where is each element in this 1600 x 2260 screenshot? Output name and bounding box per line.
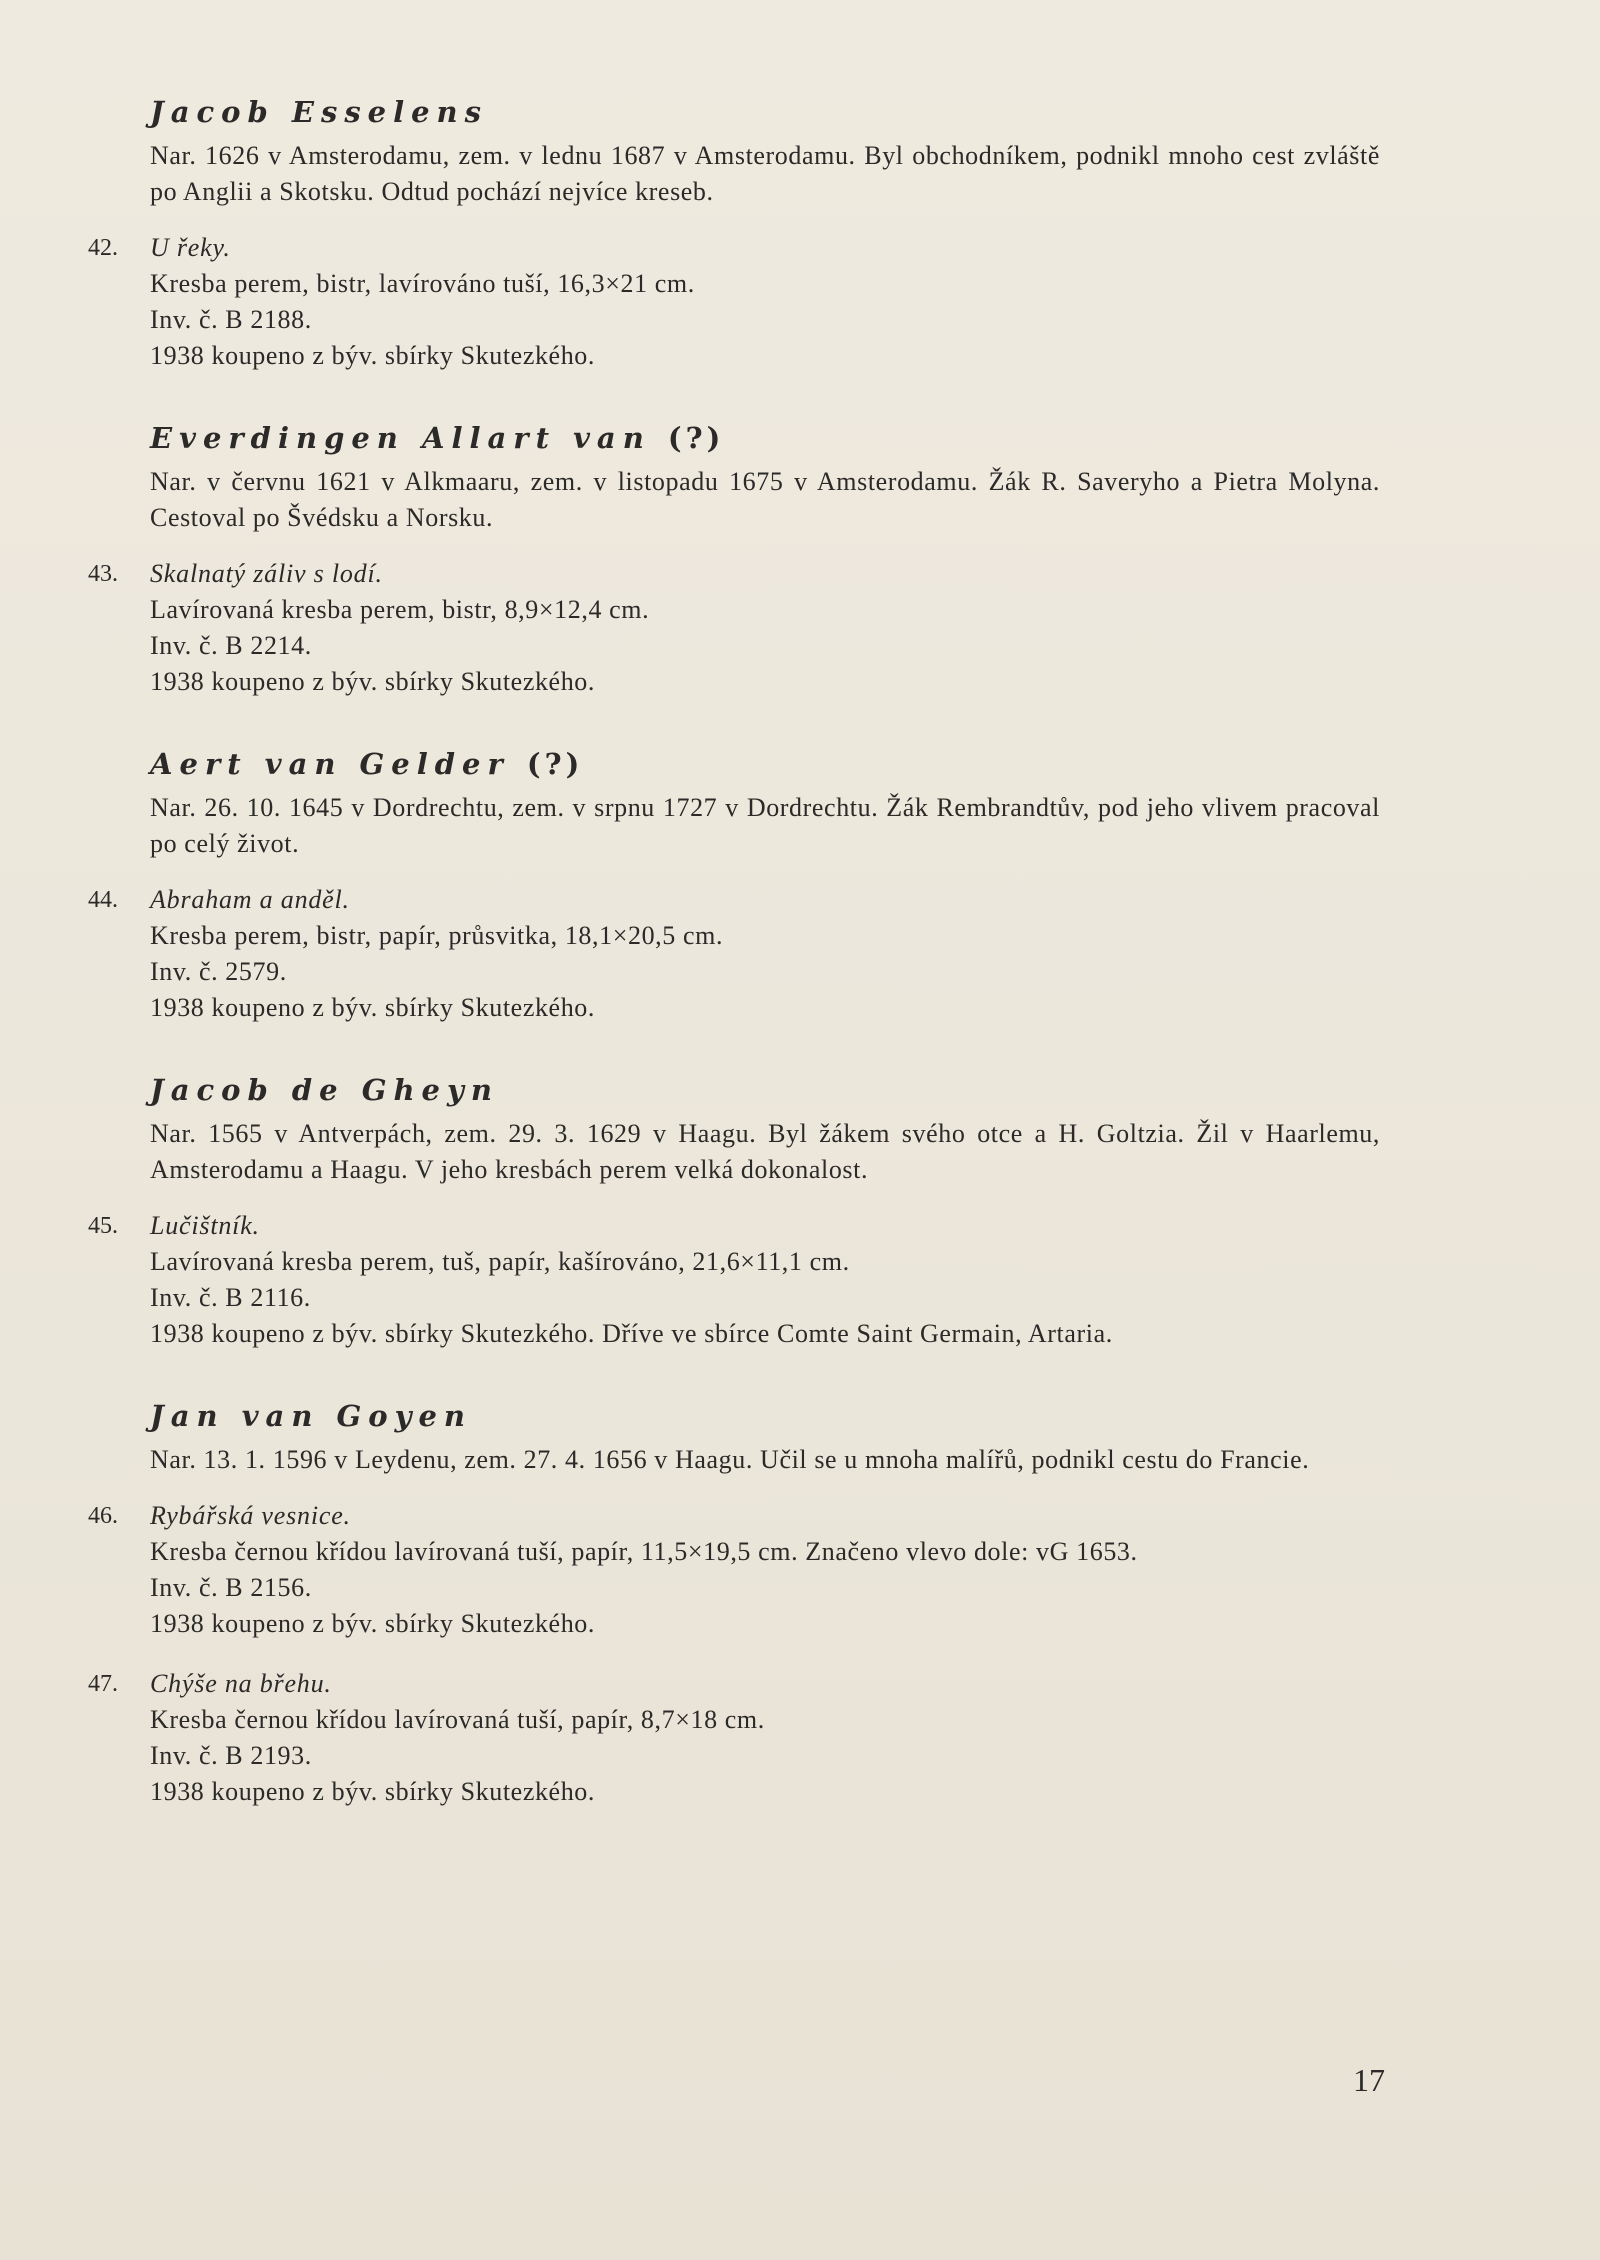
item-inventory: Inv. č. B 2188. <box>150 305 312 334</box>
item-technique: Lavírovaná kresba perem, bistr, 8,9×12,4 cm. <box>150 595 650 624</box>
artist-entry <box>88 92 1380 374</box>
item-title: Chýše na břehu. <box>150 1669 332 1698</box>
artist-entry <box>88 744 1380 1026</box>
artist-name: Everdingen Allart van (?) <box>150 421 725 455</box>
item-technique: Kresba černou křídou lavírovaná tuší, papír, 11,5×19,5 cm. Značeno vlevo dole: vG 1653. <box>150 1537 1138 1566</box>
catalogue-item <box>88 556 1380 700</box>
artist-bio: Nar. 26. 10. 1645 v Dordrechtu, zem. v srpnu 1727 v Dordrechtu. Žák Rembrandtův, pod jeho vlivem pracoval po celý život. <box>150 793 1380 858</box>
artist-bio: Nar. 1565 v Antverpách, zem. 29. 3. 1629 v Haagu. Byl žákem svého otce a H. Goltzia. Žil v Haarlemu, Amsterodamu a Haagu. V jeho kresbách perem velká dokonalost. <box>150 1119 1380 1184</box>
item-inventory: Inv. č. 2579. <box>150 957 287 986</box>
artist-entry <box>88 1070 1380 1352</box>
item-number: 44. <box>88 887 118 913</box>
catalogue-item <box>88 1666 1380 1810</box>
item-provenance: 1938 koupeno z býv. sbírky Skutezkého. <box>150 1777 595 1806</box>
item-provenance: 1938 koupeno z býv. sbírky Skutezkého. Dříve ve sbírce Comte Saint Germain, Artaria. <box>150 1319 1113 1348</box>
artist-name: Jacob Esselens <box>150 95 488 129</box>
item-provenance: 1938 koupeno z býv. sbírky Skutezkého. <box>150 341 595 370</box>
catalogue-item <box>88 882 1380 1026</box>
item-inventory: Inv. č. B 2156. <box>150 1573 312 1602</box>
artist-name: Jan van Goyen <box>150 1399 473 1433</box>
artist-bio: Nar. 13. 1. 1596 v Leydenu, zem. 27. 4. 1656 v Haagu. Učil se u mnoha malířů, podnikl cestu do Francie. <box>150 1445 1310 1474</box>
item-inventory: Inv. č. B 2214. <box>150 631 312 660</box>
catalogue-text <box>88 92 1380 1854</box>
attribution-qualifier: (?) <box>667 421 725 455</box>
item-technique: Kresba černou křídou lavírovaná tuší, papír, 8,7×18 cm. <box>150 1705 765 1734</box>
artist-entry <box>88 1396 1380 1810</box>
catalogue-item <box>88 1498 1380 1642</box>
item-title: Lučištník. <box>150 1211 260 1240</box>
item-provenance: 1938 koupeno z býv. sbírky Skutezkého. <box>150 667 595 696</box>
item-number: 42. <box>88 235 118 261</box>
artist-name: Jacob de Gheyn <box>150 1073 499 1107</box>
item-title: Abraham a anděl. <box>150 885 350 914</box>
item-technique: Lavírovaná kresba perem, tuš, papír, kašírováno, 21,6×11,1 cm. <box>150 1247 850 1276</box>
item-number: 43. <box>88 561 118 587</box>
item-provenance: 1938 koupeno z býv. sbírky Skutezkého. <box>150 1609 595 1638</box>
item-provenance: 1938 koupeno z býv. sbírky Skutezkého. <box>150 993 595 1022</box>
item-technique: Kresba perem, bistr, lavírováno tuší, 16,3×21 cm. <box>150 269 695 298</box>
item-inventory: Inv. č. B 2116. <box>150 1283 311 1312</box>
item-number: 46. <box>88 1503 118 1529</box>
artist-name: Aert van Gelder (?) <box>150 747 584 781</box>
artist-bio: Nar. v červnu 1621 v Alkmaaru, zem. v listopadu 1675 v Amsterodamu. Žák R. Saveryho a Pietra Molyna. Cestoval po Švédsku a Norsku. <box>150 467 1380 532</box>
item-title: Rybářská vesnice. <box>150 1501 351 1530</box>
item-technique: Kresba perem, bistr, papír, průsvitka, 18,1×20,5 cm. <box>150 921 724 950</box>
item-number: 47. <box>88 1671 118 1697</box>
catalogue-item <box>88 230 1380 374</box>
artist-bio: Nar. 1626 v Amsterodamu, zem. v lednu 1687 v Amsterodamu. Byl obchodníkem, podnikl mnoho cest zvláště po Anglii a Skotsku. Odtud pochází nejvíce kreseb. <box>150 141 1380 206</box>
item-number: 45. <box>88 1213 118 1239</box>
item-title: U řeky. <box>150 233 231 262</box>
catalogue-item <box>88 1208 1380 1352</box>
item-title: Skalnatý záliv s lodí. <box>150 559 383 588</box>
item-inventory: Inv. č. B 2193. <box>150 1741 312 1770</box>
attribution-qualifier: (?) <box>526 747 584 781</box>
artist-entry <box>88 418 1380 700</box>
page-number: 17 <box>1353 2062 1385 2098</box>
